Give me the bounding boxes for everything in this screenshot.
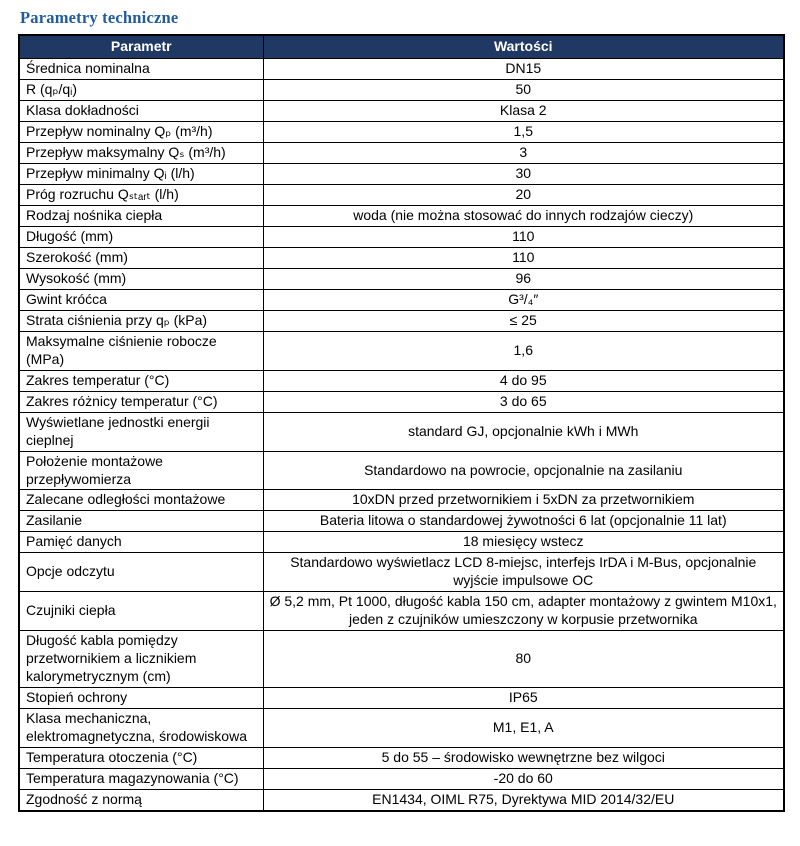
value-cell: 110	[263, 227, 784, 248]
value-cell: DN15	[263, 59, 784, 80]
value-cell: M1, E1, A	[263, 708, 784, 747]
param-cell: Wyświetlane jednostki energii cieplnej	[19, 412, 263, 451]
page-title: Parametry techniczne	[20, 8, 179, 27]
value-cell: Ø 5,2 mm, Pt 1000, długość kabla 150 cm, adapter montażowy z gwintem M10x1, jeden z czujników umieszczony w korpusie przetwornika	[263, 592, 784, 631]
header-cell-wartosci: Wartości	[263, 35, 784, 59]
table-row	[19, 269, 784, 290]
param-cell: Próg rozruchu Qₛₜₐᵣₜ (l/h)	[19, 185, 263, 206]
table-row	[19, 553, 784, 592]
table-row	[19, 311, 784, 332]
value-cell: woda (nie można stosować do innych rodzajów cieczy)	[263, 206, 784, 227]
spec-table	[18, 34, 785, 812]
param-cell: Gwint króćca	[19, 290, 263, 311]
value-cell: 80	[263, 631, 784, 688]
table-row	[19, 532, 784, 553]
value-cell: Bateria litowa o standardowej żywotności 6 lat (opcjonalnie 11 lat)	[263, 511, 784, 532]
table-row	[19, 687, 784, 708]
table-row	[19, 59, 784, 80]
value-cell: IP65	[263, 687, 784, 708]
param-cell: Stopień ochrony	[19, 687, 263, 708]
param-cell: Położenie montażowe przepływomierza	[19, 451, 263, 490]
table-row	[19, 789, 784, 810]
param-cell: Klasa mechaniczna, elektromagnetyczna, środowiskowa	[19, 708, 263, 747]
table-row	[19, 143, 784, 164]
table-row	[19, 511, 784, 532]
table-row	[19, 451, 784, 490]
param-cell: Temperatura magazynowania (°C)	[19, 768, 263, 789]
table-row	[19, 631, 784, 688]
value-cell: 3 do 65	[263, 391, 784, 412]
value-cell: 1,6	[263, 332, 784, 371]
param-cell: Przepływ minimalny Qᵢ (l/h)	[19, 164, 263, 185]
param-cell: Zalecane odległości montażowe	[19, 490, 263, 511]
param-cell: Strata ciśnienia przy qₚ (kPa)	[19, 311, 263, 332]
table-row	[19, 122, 784, 143]
value-cell: 10xDN przed przetwornikiem i 5xDN za przetwornikiem	[263, 490, 784, 511]
table-row	[19, 391, 784, 412]
value-cell: ≤ 25	[263, 311, 784, 332]
value-cell: Standardowo na powrocie, opcjonalnie na zasilaniu	[263, 451, 784, 490]
value-cell: 5 do 55 – środowisko wewnętrzne bez wilgoci	[263, 747, 784, 768]
param-cell: Zakres różnicy temperatur (°C)	[19, 391, 263, 412]
table-row	[19, 768, 784, 789]
param-cell: Długość (mm)	[19, 227, 263, 248]
param-cell: Opcje odczytu	[19, 553, 263, 592]
value-cell: 3	[263, 143, 784, 164]
table-row	[19, 708, 784, 747]
value-cell: EN1434, OIML R75, Dyrektywa MID 2014/32/EU	[263, 789, 784, 810]
value-cell: G³/₄″	[263, 290, 784, 311]
param-cell: Temperatura otoczenia (°C)	[19, 747, 263, 768]
value-cell: 110	[263, 248, 784, 269]
param-cell: Zgodność z normą	[19, 789, 263, 810]
value-cell: Standardowo wyświetlacz LCD 8-miejsc, interfejs IrDA i M-Bus, opcjonalnie wyjście impulsowe OC	[263, 553, 784, 592]
value-cell: 96	[263, 269, 784, 290]
table-row	[19, 164, 784, 185]
value-cell: 20	[263, 185, 784, 206]
value-cell: 30	[263, 164, 784, 185]
param-cell: Zasilanie	[19, 511, 263, 532]
param-cell: Przepływ nominalny Qₚ (m³/h)	[19, 122, 263, 143]
param-cell: Szerokość (mm)	[19, 248, 263, 269]
header-cell-parametr: Parametr	[19, 35, 263, 59]
param-cell: Klasa dokładności	[19, 101, 263, 122]
table-row	[19, 206, 784, 227]
param-cell: Długość kabla pomiędzy przetwornikiem a licznikiem kalorymetrycznym (cm)	[19, 631, 263, 688]
table-row	[19, 227, 784, 248]
param-cell: Średnica nominalna	[19, 59, 263, 80]
param-cell: Maksymalne ciśnienie robocze (MPa)	[19, 332, 263, 371]
table-row	[19, 592, 784, 631]
param-cell: Rodzaj nośnika ciepła	[19, 206, 263, 227]
table-row	[19, 80, 784, 101]
param-cell: Przepływ maksymalny Qₛ (m³/h)	[19, 143, 263, 164]
value-cell: 50	[263, 80, 784, 101]
value-cell: 4 do 95	[263, 370, 784, 391]
table-row	[19, 747, 784, 768]
table-row	[19, 490, 784, 511]
spec-table-body	[19, 59, 784, 811]
param-cell: Czujniki ciepła	[19, 592, 263, 631]
table-header-row	[19, 35, 784, 59]
value-cell: Klasa 2	[263, 101, 784, 122]
param-cell: R (qₚ/qᵢ)	[19, 80, 263, 101]
param-cell: Wysokość (mm)	[19, 269, 263, 290]
value-cell: 1,5	[263, 122, 784, 143]
param-cell: Zakres temperatur (°C)	[19, 370, 263, 391]
table-row	[19, 332, 784, 371]
value-cell: 18 miesięcy wstecz	[263, 532, 784, 553]
value-cell: standard GJ, opcjonalnie kWh i MWh	[263, 412, 784, 451]
table-row	[19, 248, 784, 269]
table-row	[19, 412, 784, 451]
table-row	[19, 185, 784, 206]
table-row	[19, 370, 784, 391]
param-cell: Pamięć danych	[19, 532, 263, 553]
table-row	[19, 290, 784, 311]
table-row	[19, 101, 784, 122]
value-cell: -20 do 60	[263, 768, 784, 789]
